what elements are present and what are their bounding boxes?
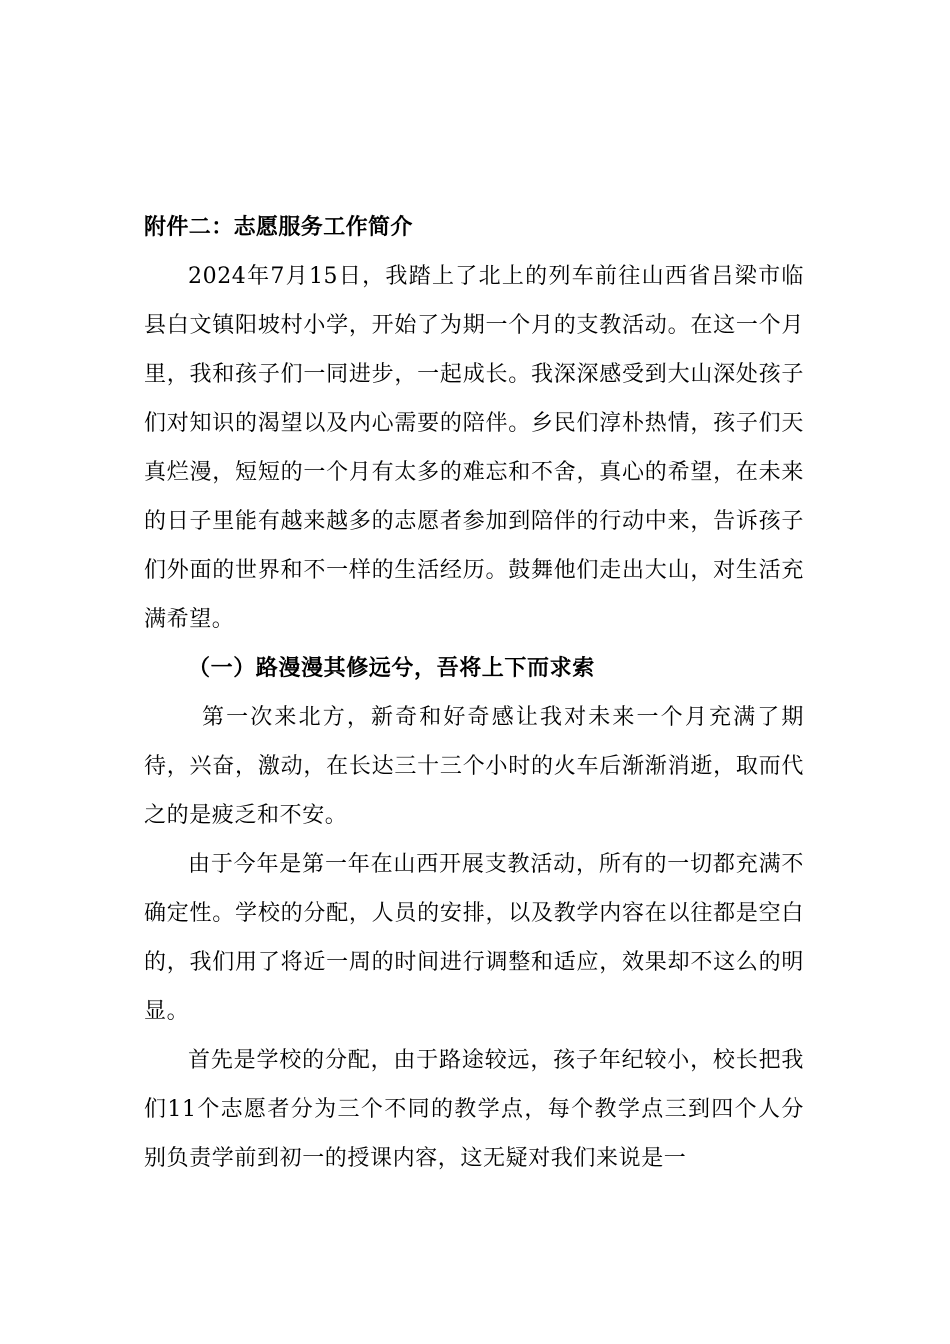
document-body xyxy=(144,203,804,1183)
document-title: 附件二：志愿服务工作简介 xyxy=(144,214,413,240)
intro-paragraph: 2024年7月15日，我踏上了北上的列车前往山西省吕梁市临县白文镇阳坡村小学，开始了为期一个月的支教活动。在这一个月里，我和孩子们一同进步，一起成长。我深深感受到大山深处孩子们对知识的渴望以及内心需要的陪伴。乡民们淳朴热情，孩子们天真烂漫，短短的一个月有太多的难忘和不舍，真心的希望，在未来的日子里能有越来越多的志愿者参加到陪伴的行动中来，告诉孩子们外面的世界和不一样的生活经历。鼓舞他们走出大山，对生活充满希望。 xyxy=(144,264,804,632)
section-heading-1: （一）路漫漫其修远兮，吾将上下而求索 xyxy=(188,655,595,681)
section1-paragraph-3: 首先是学校的分配，由于路途较远，孩子年纪较小，校长把我们11个志愿者分为三个不同的教学点，每个教学点三到四个人分别负责学前到初一的授课内容，这无疑对我们来说是一 xyxy=(144,1048,804,1171)
section1-paragraph-2: 由于今年是第一年在山西开展支教活动，所有的一切都充满不确定性。学校的分配，人员的安排，以及教学内容在以往都是空白的，我们用了将近一周的时间进行调整和适应，效果却不这么的明显。 xyxy=(144,852,804,1024)
section1-paragraph-1: 第一次来北方，新奇和好奇感让我对未来一个月充满了期待，兴奋，激动，在长达三十三个小时的火车后渐渐消逝，取而代之的是疲乏和不安。 xyxy=(144,705,804,828)
